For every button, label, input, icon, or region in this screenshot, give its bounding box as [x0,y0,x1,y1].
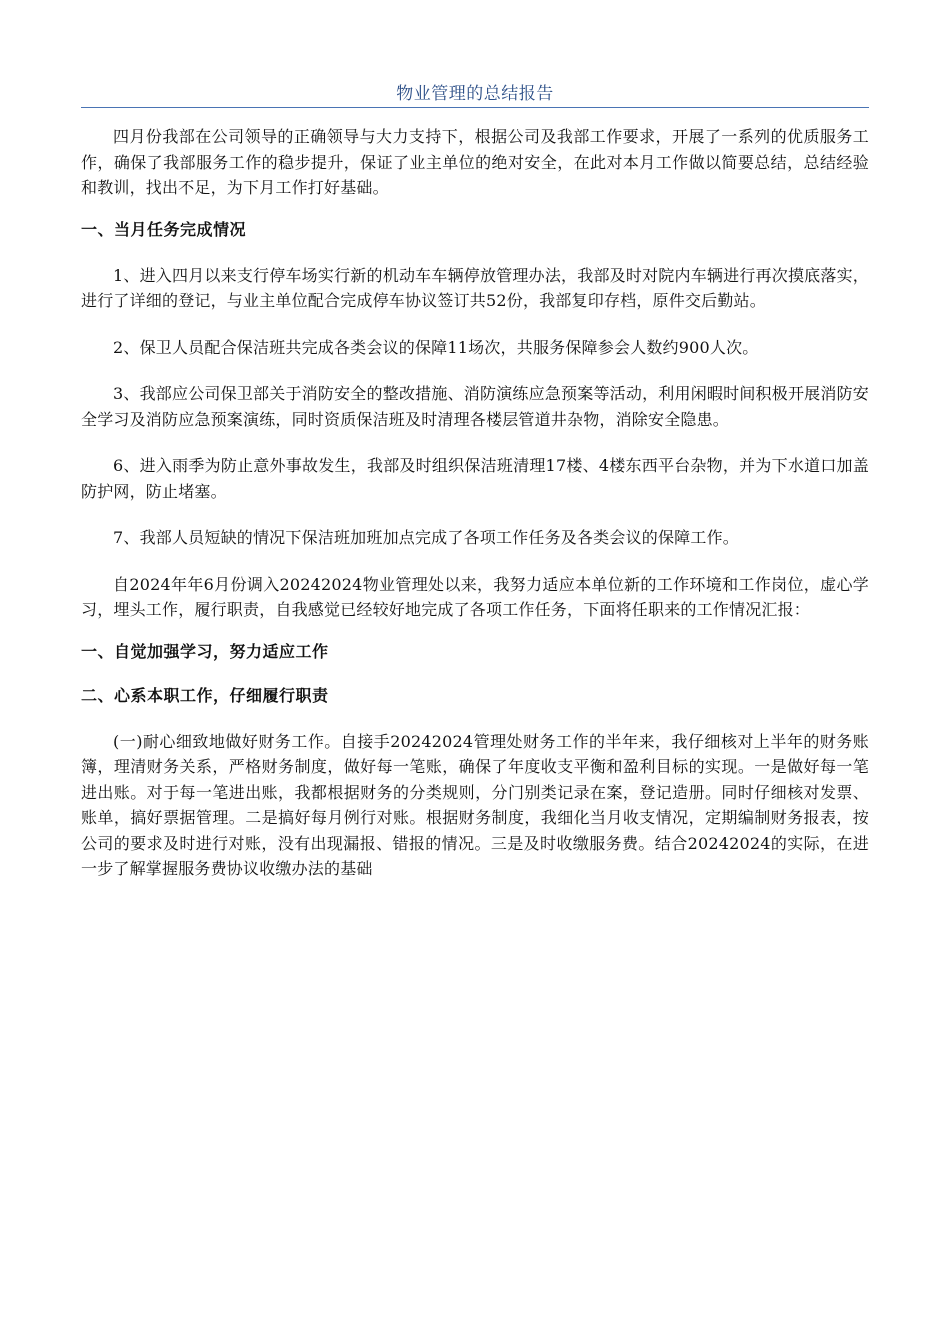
intro-paragraph: 四月份我部在公司领导的正确领导与大力支持下，根据公司及我部工作要求，开展了一系列的优质服务工作，确保了我部服务工作的稳步提升，保证了业主单位的绝对安全，在此对本月工作做以简要总结，总结经验和教训，找出不足，为下月工作打好基础。 [81,127,869,197]
section-heading-task-completion: 一、当月任务完成情况 [81,219,247,239]
list-item-3: 3、我部应公司保卫部关于消防安全的整改措施、消防演练应急预案等活动，利用闲暇时间积极开展消防安全学习及消防应急预案演练，同时资质保洁班及时清理各楼层管道井杂物，消除安全隐患。 [81,384,869,429]
list-item-7: 7、我部人员短缺的情况下保洁班加班加点完成了各项工作任务及各类会议的保障工作。 [113,528,739,547]
section-heading-duties: 二、心系本职工作，仔细履行职责 [81,685,329,705]
document-header [81,0,869,108]
list-item-6: 6、进入雨季为防止意外事故发生，我部及时组织保洁班清理17楼、4楼东西平台杂物，并为下水道口加盖防护网，防止堵塞。 [81,456,869,501]
header-divider [81,107,869,108]
list-item-1: 1、进入四月以来支行停车场实行新的机动车车辆停放管理办法，我部及时对院内车辆进行再次摸底落实，进行了详细的登记，与业主单位配合完成停车协议签订共52份，我部复印存档，原件交后勤站。 [81,265,869,310]
header-title: 物业管理的总结报告 [396,84,554,104]
document-body [81,108,869,882]
finance-paragraph: (一)耐心细致地做好财务工作。自接手20242024管理处财务工作的半年来，我仔细核对上半年的财务账簿，理清财务关系，严格财务制度，做好每一笔账，确保了年度收支平衡和盈利目标的实现。一是做好每一笔进出账。对于每一笔进出账，我都根据财务的分类规则，分门别类记录在案，登记造册。同时仔细核对发票、账单，搞好票据管理。二是搞好每月例行对账。根据财务制度，我细化当月收支情况，定期编制财务报表，按公司的要求及时进行对账，没有出现漏报、错报的情况。三是及时收缴服务费。结合20242024的实际，在进一步了解掌握服务费协议收缴办法的基础 [81,731,869,878]
section-heading-study: 一、自觉加强学习，努力适应工作 [81,641,329,661]
list-item-2: 2、保卫人员配合保洁班共完成各类会议的保障11场次，共服务保障参会人数约900人次。 [113,337,759,357]
document-page [81,0,869,891]
transfer-paragraph: 自2024年年6月份调入20242024物业管理处以来，我努力适应本单位新的工作环境和工作岗位，虚心学习，埋头工作，履行职责，自我感觉已经较好地完成了各项工作任务，下面将任职来的工作情况汇报： [81,574,869,619]
